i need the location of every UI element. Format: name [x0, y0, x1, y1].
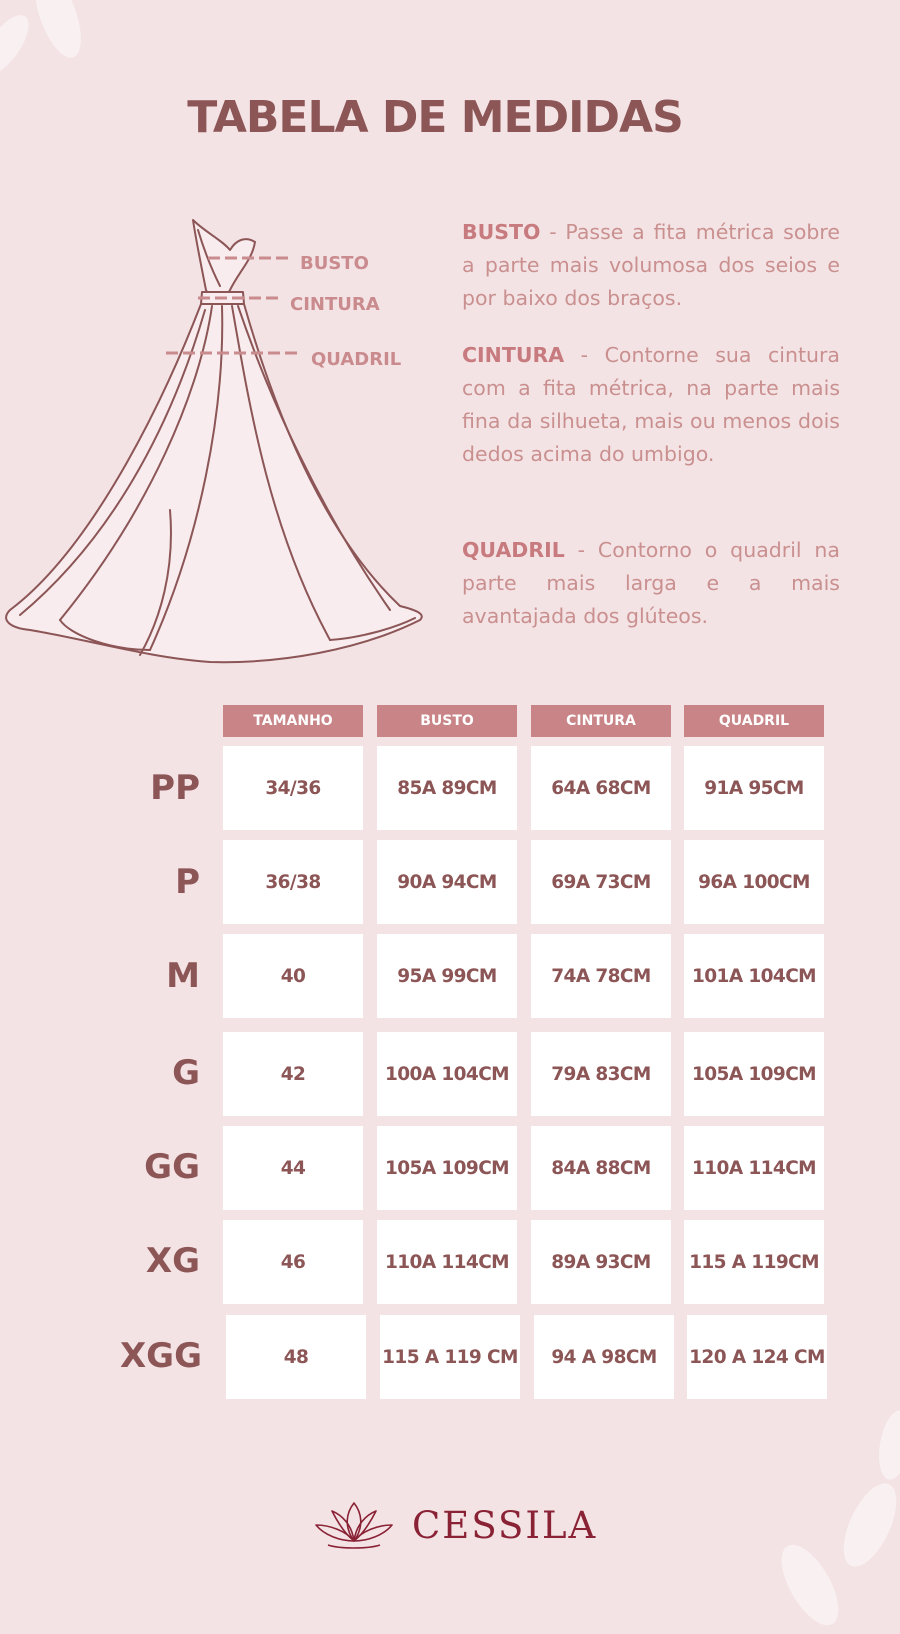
description-busto [462, 216, 840, 315]
description-term: BUSTO [462, 220, 541, 244]
table-cell: 42 [223, 1032, 363, 1116]
table-cell: 48 [226, 1315, 366, 1399]
table-cell: 101A 104CM [684, 934, 824, 1018]
table-cell: 91A 95CM [684, 746, 824, 830]
leaf-decoration [833, 1476, 900, 1574]
dress-label-cintura: CINTURA [290, 294, 380, 315]
table-cell: 89A 93CM [531, 1220, 671, 1304]
brand-logo [310, 1495, 600, 1555]
leaf-decoration [770, 1536, 850, 1634]
table-cell: 96A 100CM [684, 840, 824, 924]
description-cintura [462, 339, 840, 471]
size-label: PP [150, 768, 200, 808]
table-cell: 120 A 124 CM [687, 1315, 827, 1399]
table-cell: 44 [223, 1126, 363, 1210]
table-cell: 94 A 98CM [534, 1315, 674, 1399]
dress-label-busto: BUSTO [300, 253, 369, 274]
description-term: CINTURA [462, 343, 565, 367]
table-cell: 74A 78CM [531, 934, 671, 1018]
table-cell: 36/38 [223, 840, 363, 924]
brand-name: CESSILA [412, 1503, 598, 1547]
table-cell: 115 A 119 CM [380, 1315, 520, 1399]
size-label: P [175, 862, 200, 902]
size-label: GG [144, 1147, 200, 1187]
table-cell: 64A 68CM [531, 746, 671, 830]
description-text: - Contorno o quadril na parte mais larga e a mais avantajada dos glúteos. [462, 538, 840, 628]
dress-illustration [0, 210, 440, 680]
leaf-decoration [874, 1408, 900, 1482]
table-cell: 105A 109CM [377, 1126, 517, 1210]
column-header-cintura: CINTURA [531, 705, 671, 737]
leaf-decoration [26, 0, 91, 63]
table-cell: 110A 114CM [684, 1126, 824, 1210]
table-cell: 90A 94CM [377, 840, 517, 924]
table-cell: 115 A 119CM [684, 1220, 824, 1304]
column-header-quadril: QUADRIL [684, 705, 824, 737]
size-label: XG [145, 1241, 200, 1281]
table-cell: 95A 99CM [377, 934, 517, 1018]
column-header-busto: BUSTO [377, 705, 517, 737]
description-term: QUADRIL [462, 538, 565, 562]
table-cell: 100A 104CM [377, 1032, 517, 1116]
column-header-tamanho: TAMANHO [223, 705, 363, 737]
table-cell: 79A 83CM [531, 1032, 671, 1116]
table-cell: 110A 114CM [377, 1220, 517, 1304]
description-text: - Contorne sua cintura com a fita métrica, na parte mais fina da silhueta, mais ou menos dois dedos acima do umbigo. [462, 343, 840, 466]
table-cell: 85A 89CM [377, 746, 517, 830]
table-cell: 105A 109CM [684, 1032, 824, 1116]
table-cell: 84A 88CM [531, 1126, 671, 1210]
table-cell: 40 [223, 934, 363, 1018]
description-text: - Passe a fita métrica sobre a parte mais volumosa dos seios e por baixo dos braços. [462, 220, 840, 310]
page-title: TABELA DE MEDIDAS [187, 92, 683, 143]
size-label: XGG [119, 1336, 202, 1376]
lotus-icon [310, 1497, 398, 1553]
table-cell: 34/36 [223, 746, 363, 830]
dress-label-quadril: QUADRIL [311, 349, 402, 370]
table-cell: 46 [223, 1220, 363, 1304]
leaf-decoration [0, 8, 37, 83]
size-label: M [166, 956, 200, 996]
description-quadril [462, 534, 840, 633]
table-cell: 69A 73CM [531, 840, 671, 924]
size-label: G [172, 1053, 200, 1093]
